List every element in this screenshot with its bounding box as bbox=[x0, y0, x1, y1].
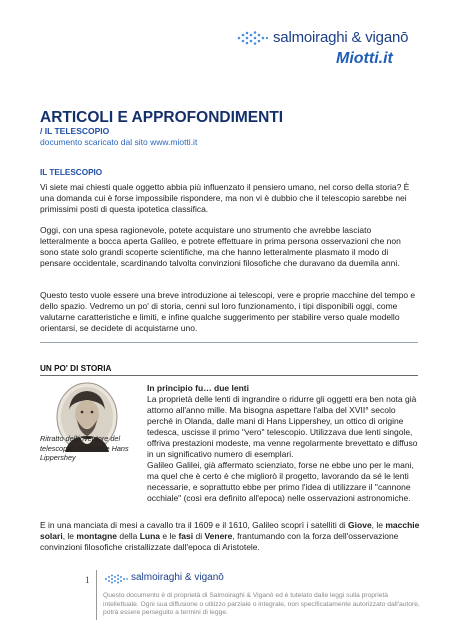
paragraph-intro-3: Questo testo vuole essere una breve introduzione ai telescopi, vere e proprie macchine del tempo e dello spazio. Vedremo un po' di storia, cenni sul loro funzionamento, i tipi disponibili oggi, come valutarne caratteristiche e limiti, e infine qualche suggerimento per stabilire verso quale modello orientarsi, se decidete di acquistarne uno. bbox=[40, 290, 416, 333]
history-paragraph-2: Galileo Galilei, già affermato scienziato, forse ne ebbe uno per le mani, ma quel che è certo è che migliorò il progetto, lavorando da sé le lenti necessarie, e soprattutto ebbe per primo l'idea di utilizzare il "cannone occhiale" (così era definito all'epoca) nelle osservazioni astronomiche. bbox=[147, 460, 414, 503]
keyword-montagne: montagne bbox=[76, 531, 118, 541]
page-subtitle: / IL TELESCOPIO bbox=[40, 126, 110, 136]
paragraph-intro-1: Vi siete mai chiesti quale oggetto abbia più influenzato il pensiero umano, nel corso della storia? È una domanda cui è forse impossibile rispondere, ma non vi è dubbio che il telescopio sarebbe nei primissimi posti di questa ipotetica classifica. bbox=[40, 182, 410, 214]
brand-name: salmoiraghi & viganō bbox=[273, 29, 409, 46]
paragraph-intro-2: Oggi, con una spesa ragionevole, potete acquistare uno strumento che avrebbe lasciato letteralmente a bocca aperta Galileo, e potrete effettuare in prima persona osservazioni che non sono state solo grandi scoperte scientifiche, ma che hanno letteralmente plasmato il modo di pensare occidentale, scardinando talvolta convinzioni filosofiche che duravano da duemila anni. bbox=[40, 225, 401, 268]
section-heading-storia: UN PO' DI STORIA bbox=[40, 364, 112, 373]
keyword-luna: Luna bbox=[139, 531, 161, 541]
subsection-title: In principio fu… due lenti bbox=[147, 383, 249, 393]
footer-logo-dots-icon bbox=[104, 573, 130, 585]
footer-brand-name: salmoiraghi & viganō bbox=[131, 572, 224, 583]
section-heading-underline bbox=[40, 375, 418, 376]
keyword-macchie-solari: macchie solari bbox=[40, 520, 420, 541]
portrait-caption: Ritratto dell'inventore del telescopio, l'olandese Hans Lippershey bbox=[40, 434, 129, 463]
footer-disclaimer: Questo documento è di proprietà di Salmoiraghi & Viganò ed è tutelato dalle leggi sulla proprietà intellettuale. Ogni sua diffusione o utilizzo parziale o integrale, non specificatamente autorizzato dall'autore, potrà essere perseguito a termini di legge. bbox=[103, 592, 420, 617]
section-heading-telescopio: IL TELESCOPIO bbox=[40, 168, 103, 177]
keyword-fasi: fasi bbox=[178, 531, 194, 541]
source-link[interactable]: documento scaricato dal sito www.miotti.it bbox=[40, 137, 198, 147]
brand-logo-dots-icon bbox=[236, 29, 272, 47]
section-divider bbox=[40, 342, 418, 343]
brand-site-logo[interactable]: Miotti.it bbox=[336, 50, 393, 67]
footer-divider bbox=[96, 570, 97, 620]
keyword-giove: Giove bbox=[348, 520, 372, 530]
page-title: ARTICOLI E APPROFONDIMENTI bbox=[40, 109, 284, 126]
history-paragraph-1: La proprietà delle lenti di ingrandire o ridurre gli oggetti era ben nota già attorno all'anno mille. Ma bisogna aspettare l'alba del XVII° secolo perché in Olanda, dalle mani di Hans Lippershey, un ottico di origine tedesca, uscisse il primo "vero" telescopio. Utilizzava due lenti singole, offriva prestazioni modeste, ma venne regolarmente brevettato e diffuso in un significativo numero di esemplari. bbox=[147, 394, 418, 459]
keyword-venere: Venere bbox=[204, 531, 233, 541]
page-number: 1 bbox=[85, 575, 90, 585]
history-paragraph-3: E in una manciata di mesi a cavallo tra il 1609 e il 1610, Galileo scoprì i satelliti di Giove, le macchie solari, le montagne della Luna e le fasi di Venere, frantumando con la forza dell'osservazione convinzioni filosofiche cristallizzate dall'epoca di Aristotele. bbox=[40, 520, 420, 552]
